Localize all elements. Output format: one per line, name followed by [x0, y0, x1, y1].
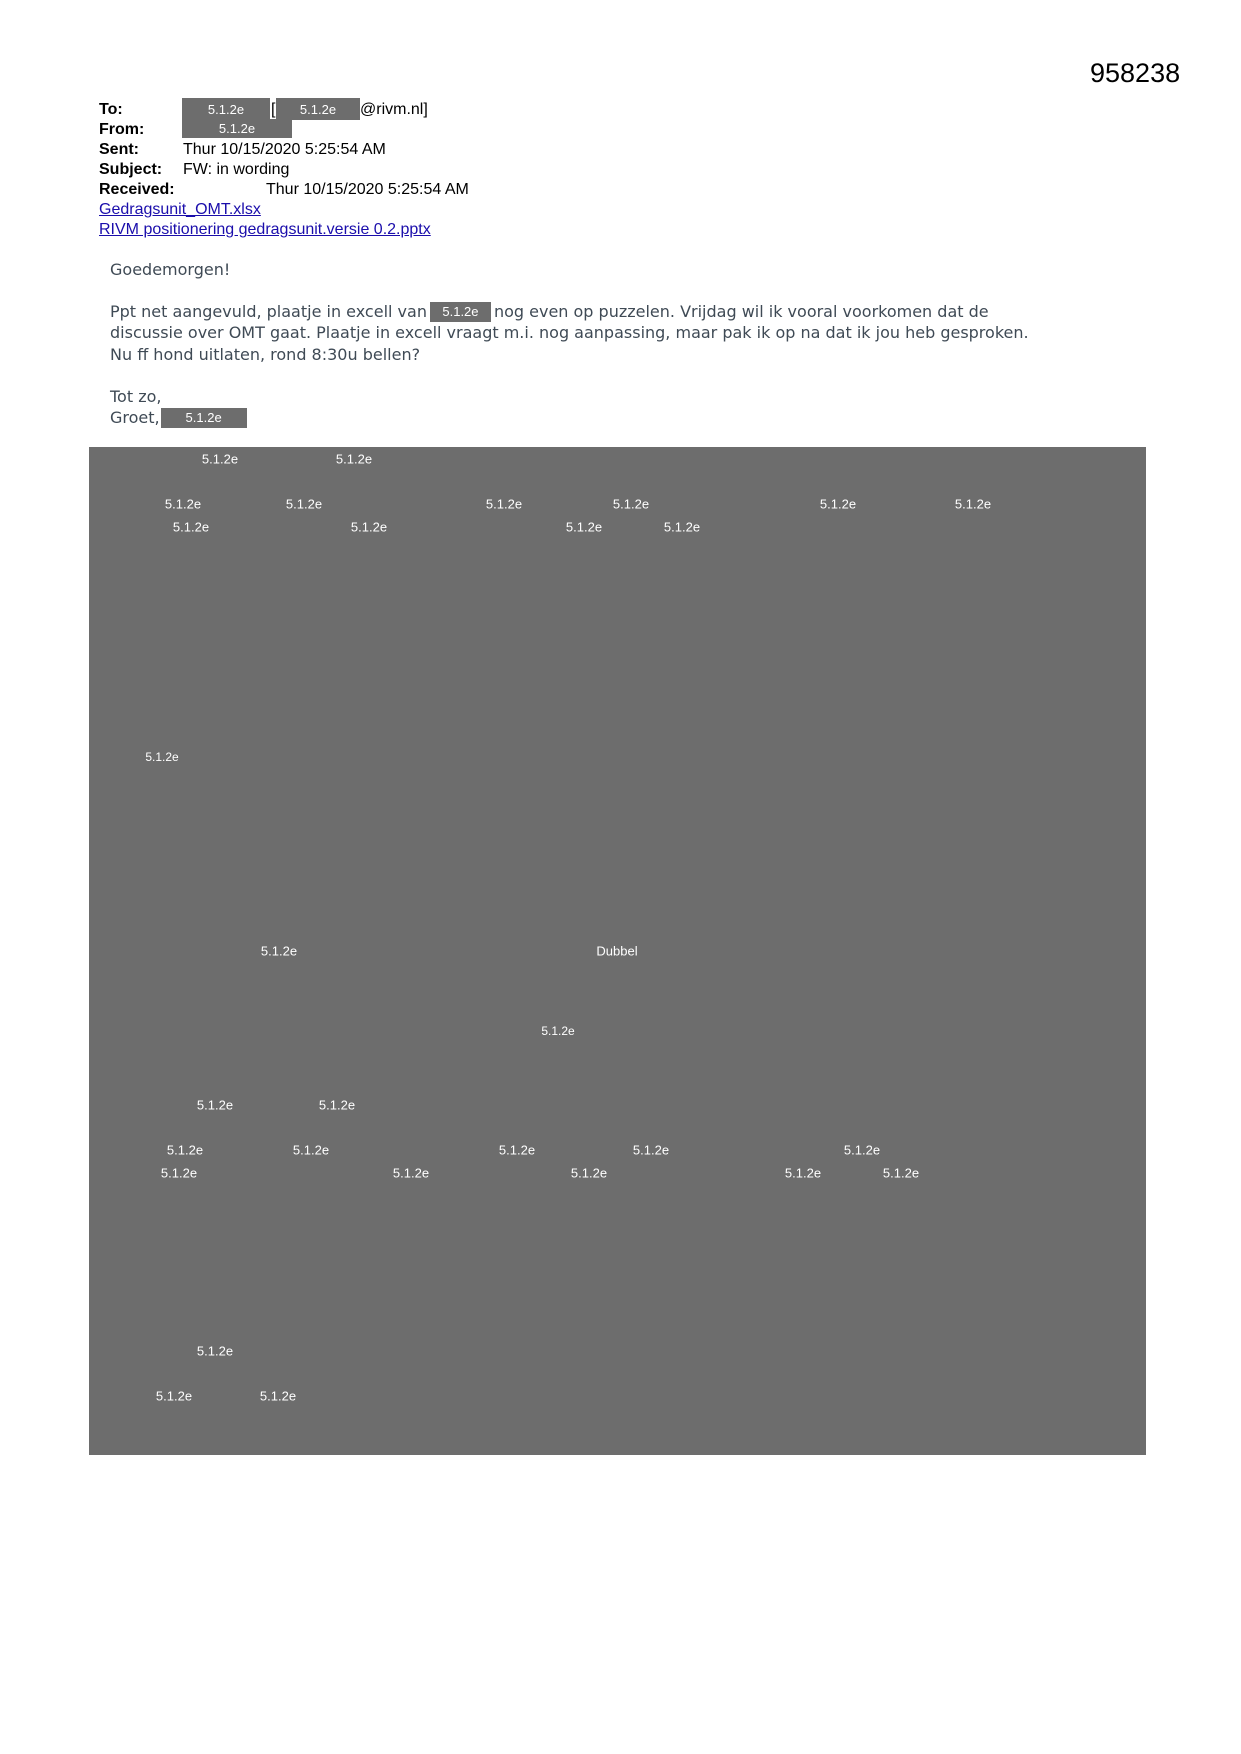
redaction-label: 5.1.2e — [145, 750, 179, 764]
redaction-label: 5.1.2e — [392, 1165, 430, 1181]
redaction-label: 5.1.2e — [196, 1097, 234, 1113]
redaction-label: 5.1.2e — [819, 496, 857, 512]
body-line-1-end: nog even op puzzelen. Vrijdag wil ik vooral voorkomen dat de — [493, 302, 989, 321]
redaction-label: 5.1.2e — [166, 1142, 204, 1158]
attachment-link-pptx[interactable]: RIVM positionering gedragsunit.versie 0.2.pptx — [99, 221, 431, 238]
redaction-label: 5.1.2e — [350, 519, 388, 535]
redaction-label: 5.1.2e — [196, 1343, 234, 1359]
closing-greeting: Groet, — [110, 408, 160, 427]
redaction-label: 5.1.2e — [541, 1024, 575, 1038]
received-label: Received: — [99, 181, 175, 198]
redaction-label: 5.1.2e — [498, 1142, 536, 1158]
inline-redaction: 5.1.2e — [430, 302, 491, 322]
from-redaction: 5.1.2e — [182, 119, 292, 138]
signature-redaction: 5.1.2e — [161, 408, 247, 428]
document-number: 958238 — [1090, 58, 1181, 88]
redaction-label: 5.1.2e — [843, 1142, 881, 1158]
to-name-redaction: 5.1.2e — [182, 98, 270, 120]
to-email-suffix: @rivm.nl] — [360, 101, 428, 118]
redaction-label: 5.1.2e — [160, 1165, 198, 1181]
sent-label: Sent: — [99, 141, 139, 158]
redaction-label: 5.1.2e — [882, 1165, 920, 1181]
redaction-label: 5.1.2e — [172, 519, 210, 535]
redaction-label: 5.1.2e — [954, 496, 992, 512]
redacted-content-block — [89, 447, 1146, 1455]
redaction-label: 5.1.2e — [335, 451, 373, 467]
redaction-label: 5.1.2e — [570, 1165, 608, 1181]
subject-value: FW: in wording — [183, 161, 290, 178]
redaction-label: 5.1.2e — [292, 1142, 330, 1158]
to-label: To: — [99, 101, 123, 118]
redaction-label: 5.1.2e — [285, 496, 323, 512]
to-bracket: [ — [271, 101, 276, 118]
body-line-2: discussie over OMT gaat. Plaatje in excell vraagt m.i. nog aanpassing, maar pak ik op na dat ik jou heb gesproken. — [110, 323, 1029, 342]
dubbel-label: Dubbel — [596, 943, 638, 959]
redaction-label: 5.1.2e — [259, 1388, 297, 1404]
sent-value: Thur 10/15/2020 5:25:54 AM — [183, 141, 386, 158]
redaction-label: 5.1.2e — [260, 943, 298, 959]
redaction-label: 5.1.2e — [201, 451, 239, 467]
redaction-label: 5.1.2e — [612, 496, 650, 512]
redaction-label: 5.1.2e — [164, 496, 202, 512]
closing-line-1: Tot zo, — [110, 387, 162, 406]
redaction-label: 5.1.2e — [565, 519, 603, 535]
redaction-label: 5.1.2e — [485, 496, 523, 512]
from-label: From: — [99, 121, 145, 138]
attachment-link-xlsx[interactable]: Gedragsunit_OMT.xlsx — [99, 201, 261, 218]
greeting: Goedemorgen! — [110, 260, 231, 279]
body-line-3: Nu ff hond uitlaten, rond 8:30u bellen? — [110, 345, 421, 364]
received-value: Thur 10/15/2020 5:25:54 AM — [266, 181, 469, 198]
redaction-label: 5.1.2e — [663, 519, 701, 535]
redaction-label: 5.1.2e — [784, 1165, 822, 1181]
redaction-label: 5.1.2e — [155, 1388, 193, 1404]
closing-line-2 — [110, 407, 247, 429]
redaction-label: 5.1.2e — [318, 1097, 356, 1113]
to-email-redaction: 5.1.2e — [276, 98, 360, 120]
subject-label: Subject: — [99, 161, 163, 178]
body-line-1 — [110, 301, 989, 323]
body-line-1-start: Ppt net aangevuld, plaatje in excell van — [110, 302, 427, 321]
redaction-label: 5.1.2e — [632, 1142, 670, 1158]
